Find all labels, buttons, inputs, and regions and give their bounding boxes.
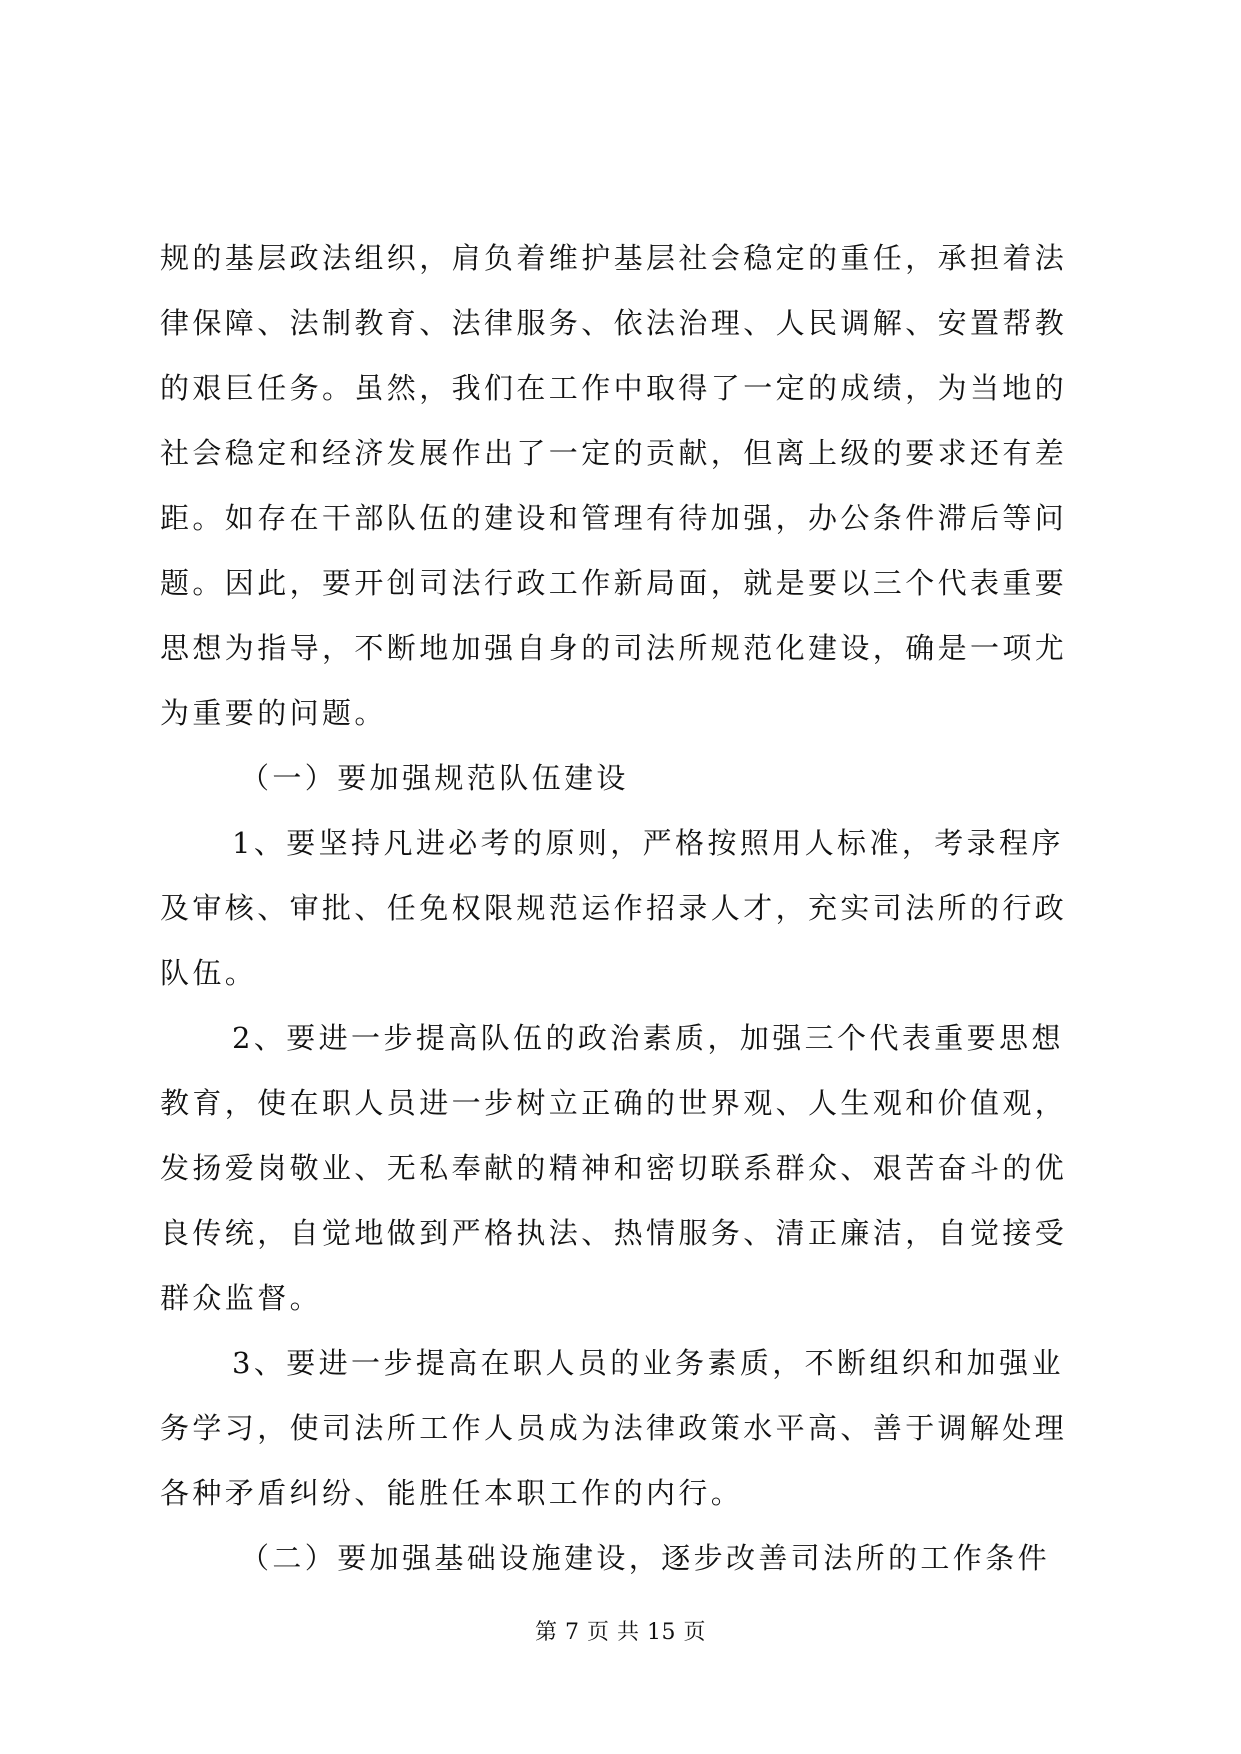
page-number-footer: 第 7 页 共 15 页	[535, 1620, 706, 1645]
section-heading: （二）要加强基础设施建设，逐步改善司法所的工作条件	[240, 1541, 1051, 1575]
text-line: 队伍。	[160, 956, 258, 990]
text-line: 为重要的问题。	[160, 696, 387, 730]
text-line: 律保障、法制教育、法律服务、依法治理、人民调解、安置帮教	[160, 306, 1068, 340]
text-line: 的艰巨任务。虽然，我们在工作中取得了一定的成绩，为当地的	[160, 371, 1068, 405]
text-line: 2、要进一步提高队伍的政治素质，加强三个代表重要思想	[232, 1021, 1064, 1055]
text-line: 规的基层政法组织，肩负着维护基层社会稳定的重任，承担着法	[160, 241, 1068, 275]
text-line: 题。因此，要开创司法行政工作新局面，就是要以三个代表重要	[160, 566, 1068, 600]
text-line: 距。如存在干部队伍的建设和管理有待加强，办公条件滞后等问	[160, 501, 1068, 535]
text-line: 群众监督。	[160, 1281, 323, 1315]
text-line: 及审核、审批、任免权限规范运作招录人才，充实司法所的行政	[160, 891, 1068, 925]
text-line: 社会稳定和经济发展作出了一定的贡献，但离上级的要求还有差	[160, 436, 1068, 470]
text-line: 思想为指导，不断地加强自身的司法所规范化建设，确是一项尤	[160, 631, 1068, 665]
text-line: 各种矛盾纠纷、能胜任本职工作的内行。	[160, 1476, 744, 1510]
text-line: 1、要坚持凡进必考的原则，严格按照用人标准，考录程序	[232, 826, 1064, 860]
document-body	[160, 226, 1080, 1591]
text-line: 3、要进一步提高在职人员的业务素质，不断组织和加强业	[232, 1346, 1064, 1380]
text-line: 良传统，自觉地做到严格执法、热情服务、清正廉洁，自觉接受	[160, 1216, 1068, 1250]
text-line: 教育，使在职人员进一步树立正确的世界观、人生观和价值观，	[160, 1086, 1068, 1120]
section-heading: （一）要加强规范队伍建设	[240, 761, 629, 795]
text-line: 务学习，使司法所工作人员成为法律政策水平高、善于调解处理	[160, 1411, 1068, 1445]
text-line: 发扬爱岗敬业、无私奉献的精神和密切联系群众、艰苦奋斗的优	[160, 1151, 1068, 1185]
